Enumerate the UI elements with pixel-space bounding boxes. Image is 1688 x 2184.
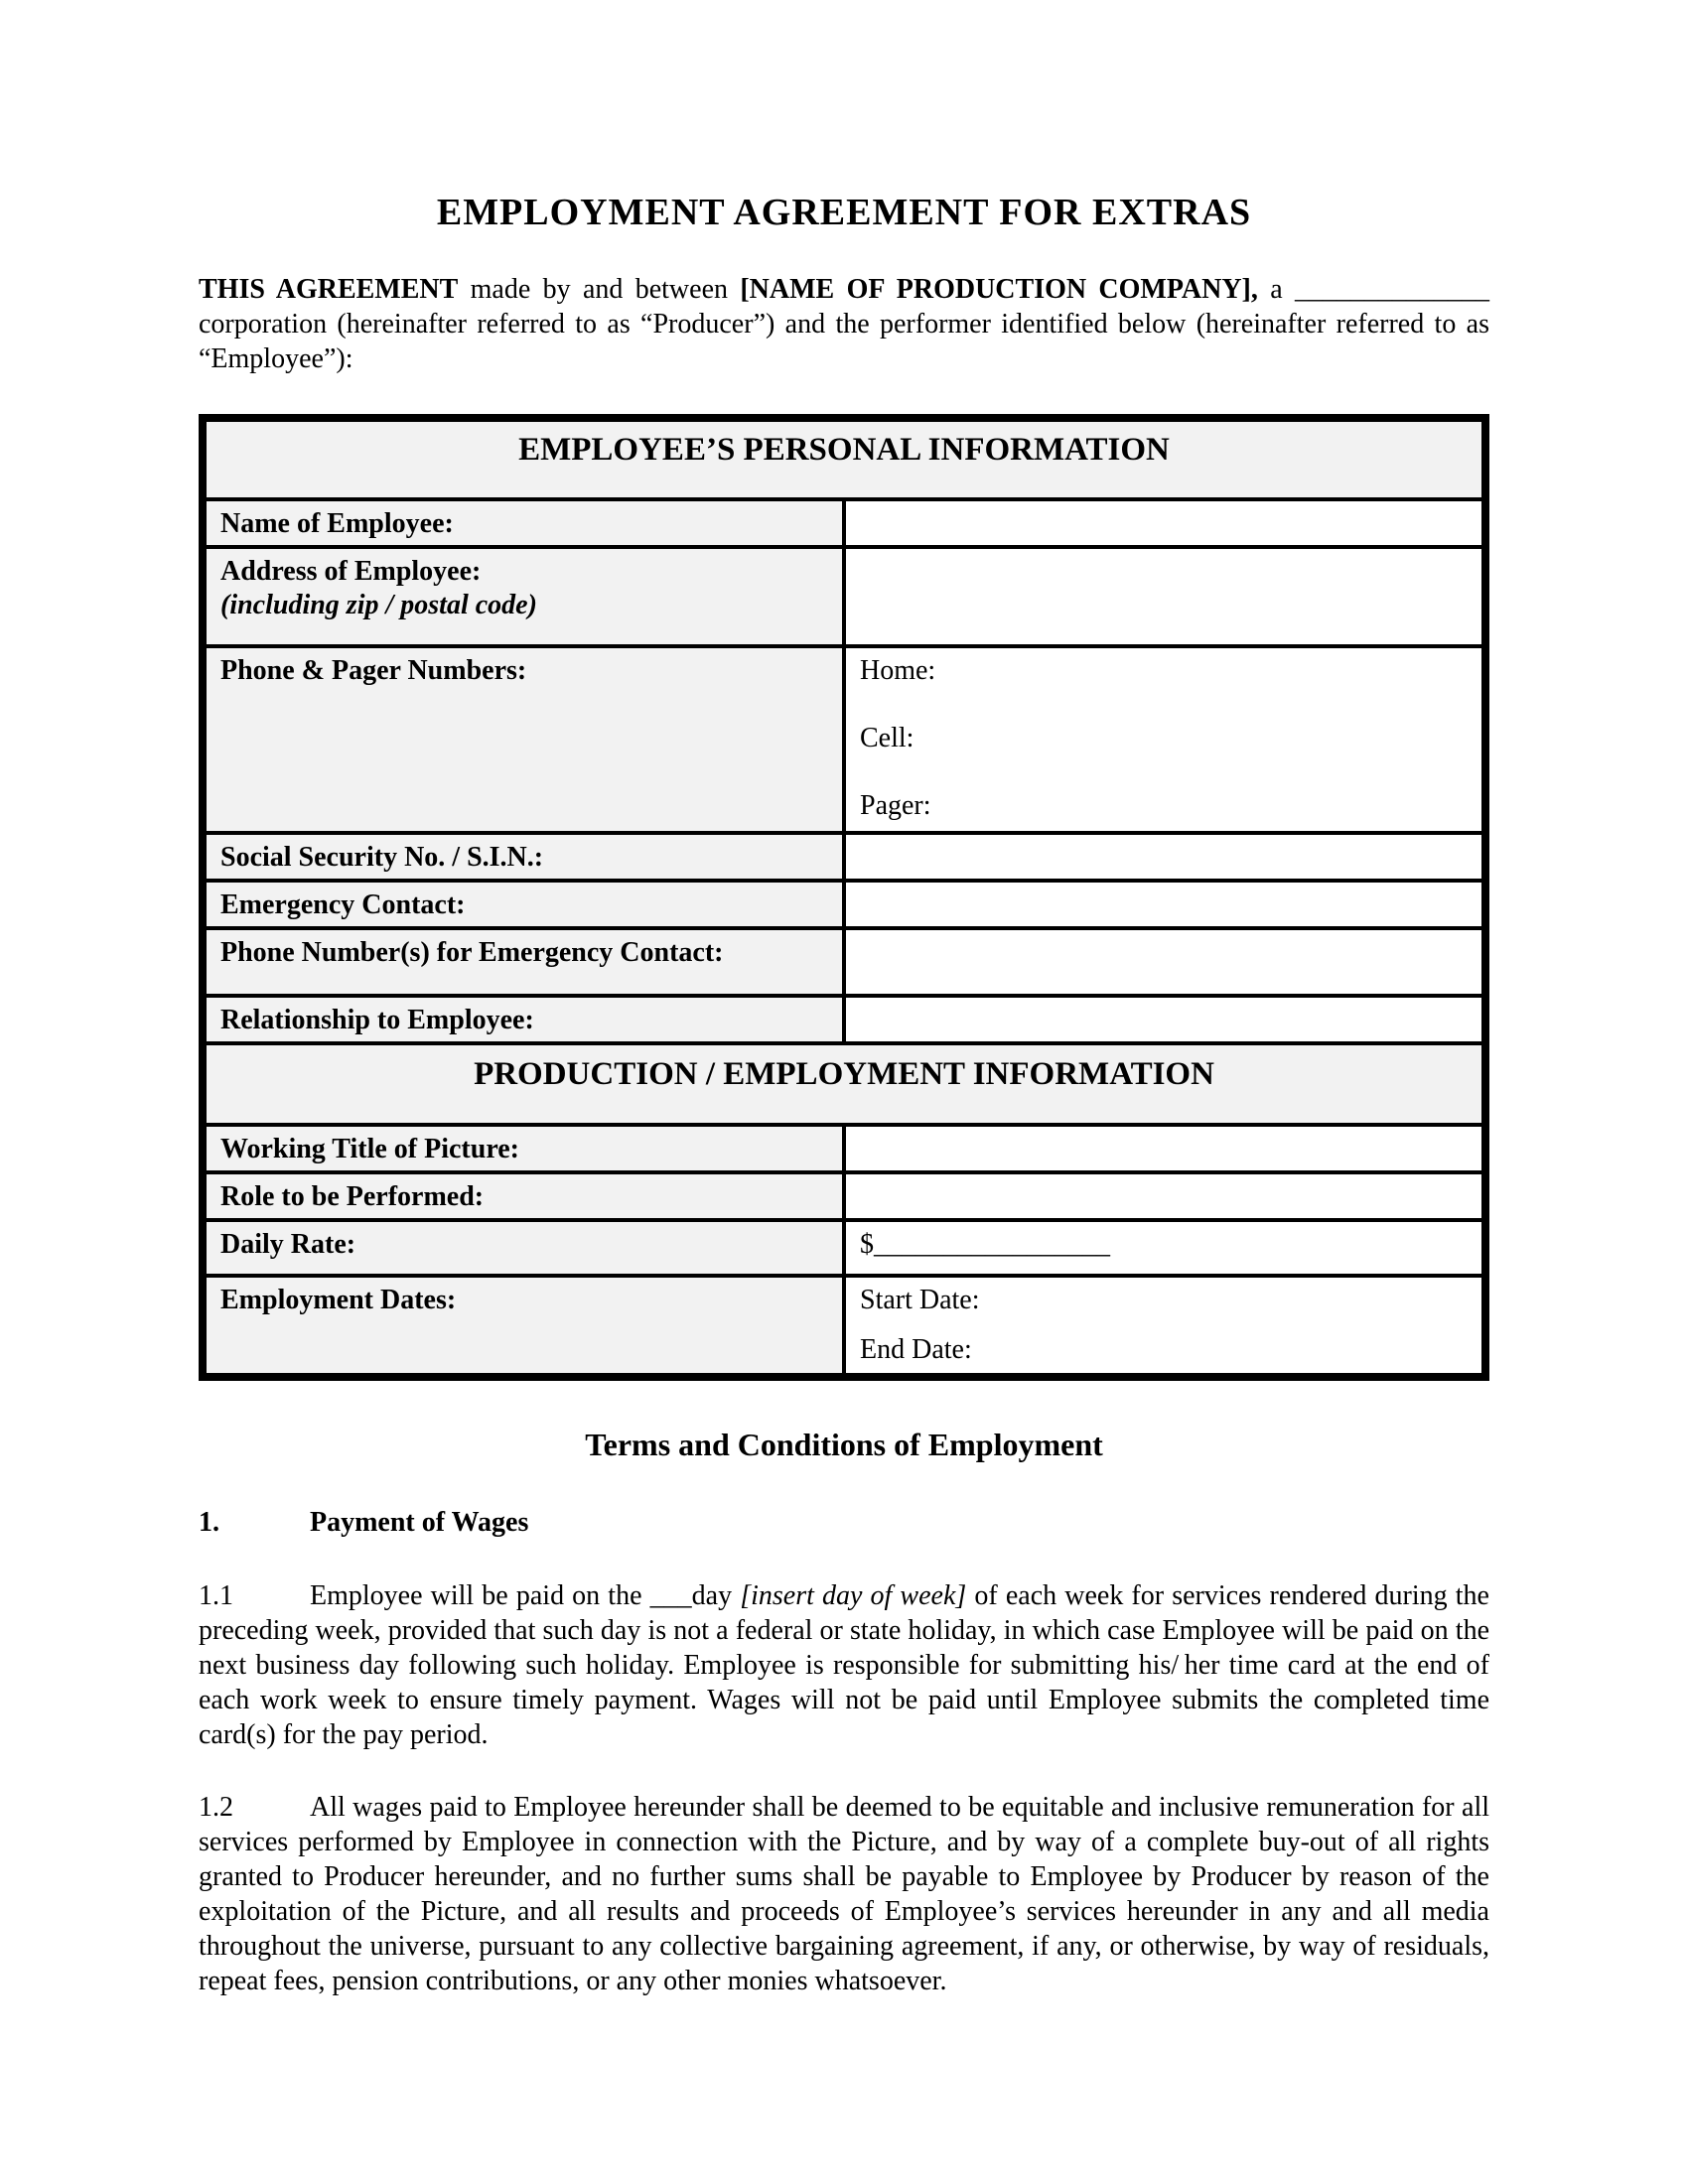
- social-security-field: [844, 833, 1485, 881]
- clause-1-2-paragraph: [199, 1790, 1489, 1998]
- insert-day-of-week-placeholder: [insert day of week]: [740, 1580, 967, 1611]
- pager-label: Pager:: [860, 790, 931, 821]
- address-of-employee-label: [203, 547, 844, 646]
- employment-dates-label: Employment Dates:: [203, 1276, 844, 1377]
- table-row: [203, 499, 1485, 547]
- table-row: [203, 928, 1485, 996]
- intro-text-3: corporation (hereinafter referred to as “Producer”) and the performer identified below (hereinafter referred to as “Employee”):: [199, 309, 1489, 374]
- table-row: [203, 646, 1485, 833]
- daily-rate-label: Daily Rate:: [203, 1220, 844, 1276]
- phone-pager-numbers-field: [844, 646, 1485, 833]
- address-label-text: Address of Employee:: [220, 556, 482, 587]
- pay-day-blank: ___: [649, 1580, 692, 1611]
- section-1-heading: [199, 1507, 1489, 1539]
- intro-bold-this-agreement: THIS AGREEMENT: [199, 274, 459, 305]
- intro-paragraph: [199, 272, 1489, 376]
- address-label-note: (including zip / postal code): [220, 590, 537, 620]
- page-title: EMPLOYMENT AGREEMENT FOR EXTRAS: [436, 192, 1252, 233]
- working-title-label: Working Title of Picture:: [203, 1125, 844, 1172]
- clause-1-1-paragraph: [199, 1578, 1489, 1752]
- home-phone-label: Home:: [860, 655, 936, 686]
- end-date-label: End Date:: [860, 1334, 972, 1365]
- clause-1-2-text: All wages paid to Employee hereunder shall be deemed to be equitable and inclusive remuneration for all services performed by Employee in connection with the Picture, and by way of a complete buy-out of all rights granted to Producer hereunder, and no further sums shall be payable to Employee by Producer by reason of the exploitation of the Picture, and all results and proceeds of Employee’s services hereunder in any and all media throughout the universe, pursuant to any collective bargaining agreement, if any, or otherwise, by way of residuals, repeat fees, pension contributions, or any other monies whatsoever.: [199, 1792, 1489, 1996]
- table-row: [203, 1220, 1485, 1276]
- personal-information-heading: EMPLOYEE’S PERSONAL INFORMATION: [203, 418, 1485, 499]
- personal-information-section-header: [203, 418, 1485, 499]
- phone-pager-numbers-label: Phone & Pager Numbers:: [203, 646, 844, 833]
- table-row: [203, 881, 1485, 928]
- clause-1-1-text-mid: day: [691, 1580, 741, 1611]
- address-of-employee-field: [844, 547, 1485, 646]
- emergency-phone-label: Phone Number(s) for Emergency Contact:: [203, 928, 844, 996]
- clause-1-2-number: 1.2: [199, 1792, 233, 1823]
- cell-phone-label: Cell:: [860, 723, 914, 753]
- table-row: [203, 1276, 1485, 1377]
- emergency-phone-field: [844, 928, 1485, 996]
- working-title-field: [844, 1125, 1485, 1172]
- employee-information-table: [199, 414, 1489, 1381]
- name-of-employee-field: [844, 499, 1485, 547]
- clause-1-1-number: 1.1: [199, 1580, 233, 1611]
- relationship-to-employee-label: Relationship to Employee:: [203, 996, 844, 1043]
- section-1-number: 1.: [199, 1507, 219, 1538]
- daily-rate-field: [844, 1220, 1485, 1276]
- intro-text-2: a: [1257, 274, 1295, 305]
- table-row: [203, 1172, 1485, 1220]
- table-row: [203, 547, 1485, 646]
- relationship-to-employee-field: [844, 996, 1485, 1043]
- emergency-contact-label: Emergency Contact:: [203, 881, 844, 928]
- intro-bold-company-placeholder: [NAME OF PRODUCTION COMPANY],: [740, 274, 1258, 305]
- production-information-heading: PRODUCTION / EMPLOYMENT INFORMATION: [203, 1043, 1485, 1125]
- table-row: [203, 1125, 1485, 1172]
- social-security-label: Social Security No. / S.I.N.:: [203, 833, 844, 881]
- corporation-type-blank: ______________: [1295, 274, 1489, 305]
- employment-dates-field: [844, 1276, 1485, 1377]
- section-1-title: Payment of Wages: [310, 1507, 529, 1538]
- clause-1-1-text-pre: Employee will be paid on the: [310, 1580, 650, 1611]
- production-information-section-header: [203, 1043, 1485, 1125]
- clause-1-1-text-post: of each week for services rendered during the preceding week, provided that such day is not a federal or state holiday, in which case Employee will be paid on the next business day following such holiday. Employee is responsible for submitting his/ her time card at the end of each work week to ensure timely payment. Wages will not be paid until Employee submits the completed time card(s) for the pay period.: [199, 1580, 1489, 1750]
- role-to-be-performed-field: [844, 1172, 1485, 1220]
- intro-text-1: made by and between: [458, 274, 741, 305]
- emergency-contact-field: [844, 881, 1485, 928]
- name-of-employee-label: Name of Employee:: [203, 499, 844, 547]
- role-to-be-performed-label: Role to be Performed:: [203, 1172, 844, 1220]
- table-row: [203, 996, 1485, 1043]
- daily-rate-blank: $_________________: [860, 1229, 1110, 1260]
- terms-and-conditions-heading: Terms and Conditions of Employment: [585, 1427, 1103, 1462]
- start-date-label: Start Date:: [860, 1285, 980, 1315]
- table-row: [203, 833, 1485, 881]
